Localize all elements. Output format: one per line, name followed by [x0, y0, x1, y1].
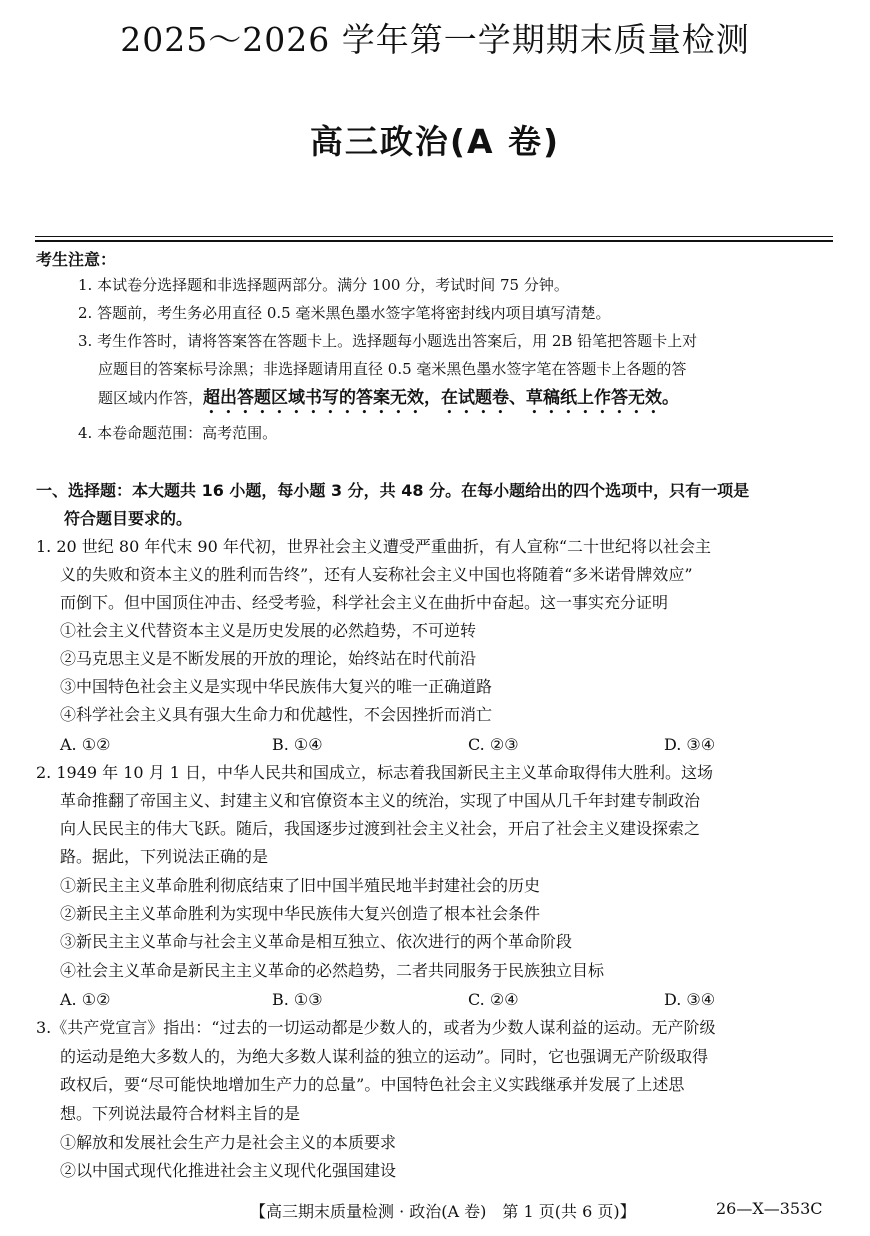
notice-heading: 考生注意： [36, 250, 117, 269]
question-statement: ③新民主主义革命与社会主义革命是相互独立、依次进行的两个革命阶段 [60, 932, 573, 951]
question-stem: 革命推翻了帝国主义、封建主义和官僚资本主义的统治，实现了中国从几千年封建专制政治 [60, 791, 701, 810]
question-statement: ②马克思主义是不断发展的开放的理论，始终站在时代前沿 [60, 649, 477, 668]
answer-option: D. ③④ [664, 735, 716, 754]
question-statement: ④科学社会主义具有强大生命力和优越性，不会因挫折而消亡 [60, 705, 493, 724]
notice-item: 3. 考生作答时，请将答案答在答题卡上。选择题每小题选出答案后，用 2B 铅笔把答题卡上对 [78, 332, 698, 350]
question-stem: 而倒下。但中国顶住冲击、经受考验，科学社会主义在曲折中奋起。这一事实充分证明 [60, 593, 669, 612]
answer-option: C. ②③ [468, 735, 519, 754]
question-statement: ①社会主义代替资本主义是历史发展的必然趋势，不可逆转 [60, 621, 477, 640]
notice-item-continued [98, 388, 679, 418]
question-stem: 3.《共产党宣言》指出：“过去的一切运动都是少数人的，或者为少数人谋利益的运动。无产阶级 [36, 1018, 716, 1037]
question-stem: 1. 20 世纪 80 年代末 90 年代初，世界社会主义遭受严重曲折，有人宣称“二十世纪将以社会主 [36, 537, 712, 556]
question-stem: 向人民民主的伟大飞跃。随后，我国逐步过渡到社会主义社会，开启了社会主义建设探索之 [60, 819, 701, 838]
question-statement: ③中国特色社会主义是实现中华民族伟大复兴的唯一正确道路 [60, 677, 493, 696]
question-stem: 政权后，要“尽可能快地增加生产力的总量”。中国特色社会主义实践继承并发展了上述思 [60, 1075, 685, 1094]
question-stem: 路。据此，下列说法正确的是 [60, 847, 269, 866]
question-statement: ②新民主主义革命胜利为实现中华民族伟大复兴创造了根本社会条件 [60, 904, 541, 923]
notice-item-text: 题区域内作答， [98, 389, 204, 407]
answer-option: C. ②④ [468, 990, 519, 1009]
question-stem: 义的失败和资本主义的胜利而告终”，还有人妄称社会主义中国也将随着“多米诺骨牌效应” [60, 565, 693, 584]
answer-option: A. ①② [60, 735, 111, 754]
question-statement: ①解放和发展社会生产力是社会主义的本质要求 [60, 1133, 397, 1152]
section-heading-continued: 符合题目要求的。 [64, 509, 193, 528]
answer-option: D. ③④ [664, 990, 716, 1009]
question-stem: 的运动是绝大多数人的，为绝大多数人谋利益的独立的运动”。同时，它也强调无产阶级取得 [60, 1047, 709, 1066]
page-footer: 【高三期末质量检测 · 政治(A 卷) 第 1 页(共 6 页)】 [250, 1202, 636, 1221]
exam-title: 2025～2026 学年第一学期期末质量检测 [120, 20, 750, 59]
notice-item-continued: 应题目的答案标号涂黑；非选择题请用直径 0.5 毫米黑色墨水签字笔在答题卡上各题的答 [98, 360, 687, 378]
answer-option: A. ①② [60, 990, 111, 1009]
question-statement: ②以中国式现代化推进社会主义现代化强国建设 [60, 1161, 397, 1180]
answer-option: B. ①④ [272, 735, 323, 754]
answer-option: B. ①③ [272, 990, 323, 1009]
divider-thin [35, 236, 833, 237]
divider-thick [35, 240, 833, 242]
question-stem: 2. 1949 年 10 月 1 日，中华人民共和国成立，标志着我国新民主主义革命取得伟大胜利。这场 [36, 763, 714, 782]
question-stem: 想。下列说法最符合材料主旨的是 [60, 1104, 301, 1123]
notice-item: 4. 本卷命题范围：高考范围。 [78, 424, 278, 442]
subject-title: 高三政治(A 卷) [309, 122, 561, 161]
question-statement: ①新民主主义革命胜利彻底结束了旧中国半殖民地半封建社会的历史 [60, 876, 541, 895]
document-code: 26—X—353C [716, 1199, 823, 1218]
notice-emphasis: 超出答题区域书写的答案无效，在试题卷、草稿纸上作答无效。 [203, 388, 680, 408]
section-heading: 一、选择题：本大题共 16 小题，每小题 3 分，共 48 分。在每小题给出的四个选项中，只有一项是 [36, 481, 750, 500]
question-statement: ④社会主义革命是新民主主义革命的必然趋势，二者共同服务于民族独立目标 [60, 961, 605, 980]
notice-item: 2. 答题前，考生务必用直径 0.5 毫米黑色墨水签字笔将密封线内项目填写清楚。 [78, 304, 611, 322]
notice-item: 1. 本试卷分选择题和非选择题两部分。满分 100 分，考试时间 75 分钟。 [78, 276, 569, 294]
